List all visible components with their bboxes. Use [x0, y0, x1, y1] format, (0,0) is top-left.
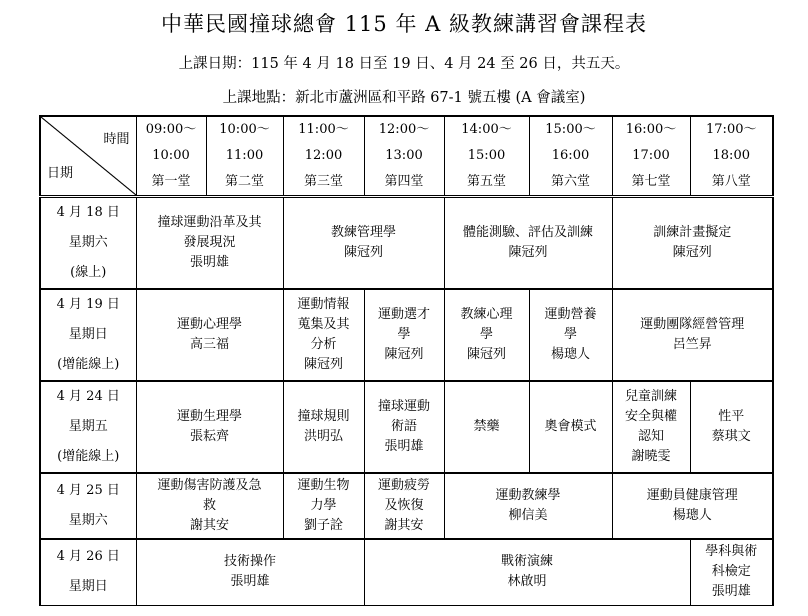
course-cell: 撞球規則 洪明弘	[283, 381, 364, 473]
course-cell: 運動心理學 高三福	[136, 289, 283, 381]
course-cell: 奧會模式	[529, 381, 612, 473]
course-cell: 運動生理學 張耘齊	[136, 381, 283, 473]
course-cell: 運動疲勞 及恢復 謝其安	[364, 473, 444, 539]
date-cell: 4 月 19 日 星期日 (增能線上)	[40, 289, 136, 381]
course-cell: 性平 蔡琪文	[690, 381, 773, 473]
course-cell: 撞球運動 術語 張明雄	[364, 381, 444, 473]
date-label: 日期	[47, 166, 74, 181]
course-cell: 運動員健康管理 楊璁人	[612, 473, 773, 539]
course-cell: 運動生物 力學 劉子詮	[283, 473, 364, 539]
slot-4: 12:00～ 13:00 第四堂	[364, 116, 444, 197]
course-cell: 技術操作 張明雄	[136, 539, 364, 605]
course-dates: 上課日期：115 年 4 月 18 日至 19 日、4 月 24 至 26 日，共五天。	[178, 56, 630, 72]
course-cell: 教練管理學 陳冠列	[283, 197, 444, 290]
header-corner	[40, 116, 136, 197]
date-cell: 4 月 25 日 星期六	[40, 473, 136, 539]
page-title: 中華民國撞球總會 115 年 A 級教練講習會課程表	[161, 12, 647, 36]
time-label: 時間	[103, 132, 130, 147]
day-row-0425	[40, 473, 773, 539]
slot-5: 14:00～ 15:00 第五堂	[444, 116, 529, 197]
course-cell: 兒童訓練 安全與權 認知 謝曉雯	[612, 381, 690, 473]
course-cell: 運動營養 學 楊璁人	[529, 289, 612, 381]
course-cell: 運動情報 蒐集及其 分析 陳冠列	[283, 289, 364, 381]
slot-6: 15:00～ 16:00 第六堂	[529, 116, 612, 197]
course-cell: 訓練計畫擬定 陳冠列	[612, 197, 773, 290]
course-cell: 運動選才 學 陳冠列	[364, 289, 444, 381]
course-cell: 運動傷害防護及急 救 謝其安	[136, 473, 283, 539]
course-cell: 運動團隊經營管理 呂竺昇	[612, 289, 773, 381]
slot-3: 11:00～ 12:00 第三堂	[283, 116, 364, 197]
slot-7: 16:00～ 17:00 第七堂	[612, 116, 690, 197]
date-cell: 4 月 26 日 星期日	[40, 539, 136, 605]
date-cell: 4 月 18 日 星期六 (線上)	[40, 197, 136, 290]
course-cell: 禁藥	[444, 381, 529, 473]
course-cell: 運動教練學 柳信美	[444, 473, 612, 539]
date-cell: 4 月 24 日 星期五 (增能線上)	[40, 381, 136, 473]
course-cell: 教練心理 學 陳冠列	[444, 289, 529, 381]
course-cell: 學科與術 科檢定 張明雄	[690, 539, 773, 605]
day-row-0426	[40, 539, 773, 605]
day-row-0418	[40, 197, 773, 290]
header-row	[40, 116, 773, 197]
day-row-0419	[40, 289, 773, 381]
course-cell: 撞球運動沿革及其 發展現況 張明雄	[136, 197, 283, 290]
schedule-table	[39, 115, 774, 606]
course-cell: 戰術演練 林啟明	[364, 539, 690, 605]
slot-8: 17:00～ 18:00 第八堂	[690, 116, 773, 197]
day-row-0424	[40, 381, 773, 473]
course-location: 上課地點：新北市蘆洲區和平路 67-1 號五樓 (A 會議室)	[222, 90, 586, 106]
slot-2: 10:00～ 11:00 第二堂	[206, 116, 283, 197]
course-cell: 體能測驗、評估及訓練 陳冠列	[444, 197, 612, 290]
slot-1: 09:00～ 10:00 第一堂	[136, 116, 206, 197]
